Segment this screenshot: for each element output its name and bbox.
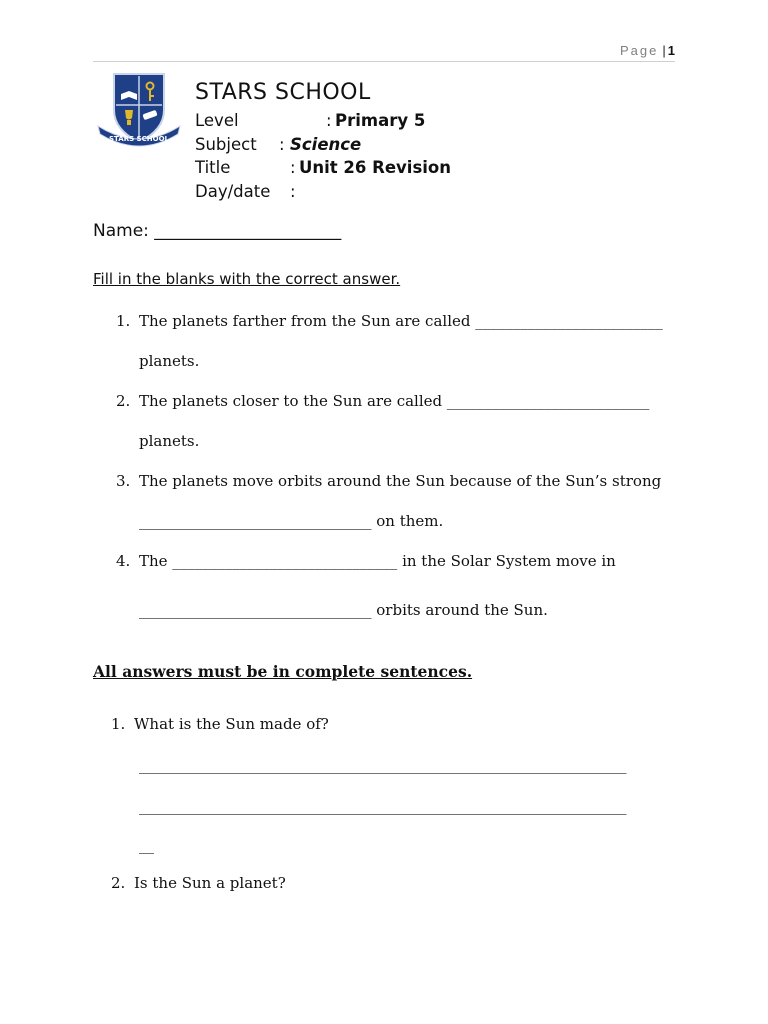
question-2-text: The planets closer to the Sun are called ___________________________ bbox=[139, 392, 650, 410]
level-value: Primary 5 bbox=[335, 111, 426, 130]
level-row bbox=[195, 111, 426, 130]
date-label: Day/date bbox=[195, 182, 271, 201]
title-value: Unit 26 Revision bbox=[299, 158, 452, 177]
school-crest-icon bbox=[94, 70, 184, 152]
crest-motto: STARS SCHOOL bbox=[109, 135, 169, 143]
subject-colon: : bbox=[279, 135, 285, 154]
question-1-text: The planets farther from the Sun are called _________________________ bbox=[139, 312, 663, 330]
question-1-number: 1. bbox=[116, 312, 131, 330]
answer-line-3: __ bbox=[139, 836, 154, 854]
question-4-text: The ______________________________ in the Solar System move in bbox=[139, 552, 616, 570]
date-row bbox=[195, 182, 296, 201]
fill-blanks-instruction: Fill in the blanks with the correct answer. bbox=[93, 270, 401, 288]
question-1-continuation: planets. bbox=[139, 352, 200, 370]
complete-sentences-heading: All answers must be in complete sentences. bbox=[93, 662, 473, 681]
page-number: 1 bbox=[667, 43, 675, 58]
level-colon: : bbox=[326, 111, 332, 130]
question-3-text: The planets move orbits around the Sun because of the Sun’s strong bbox=[139, 472, 662, 490]
name-line: Name: ______________________ bbox=[93, 221, 342, 241]
open-question-1-number: 1. bbox=[111, 715, 126, 733]
school-name: STARS SCHOOL bbox=[195, 80, 371, 105]
title-label: Title bbox=[195, 158, 231, 177]
open-question-2-text: Is the Sun a planet? bbox=[134, 874, 286, 892]
page-label-text: Page bbox=[620, 43, 659, 58]
open-question-2-number: 2. bbox=[111, 874, 126, 892]
answer-line-1: _________________________________________________________________ bbox=[139, 756, 627, 774]
date-colon: : bbox=[290, 182, 296, 201]
subject-row bbox=[195, 135, 362, 154]
question-4-number: 4. bbox=[116, 552, 131, 570]
header-rule bbox=[93, 61, 675, 62]
title-row bbox=[195, 158, 452, 177]
subject-label: Subject bbox=[195, 135, 257, 154]
question-2-number: 2. bbox=[116, 392, 131, 410]
page-label bbox=[620, 43, 675, 58]
open-question-1-text: What is the Sun made of? bbox=[134, 715, 329, 733]
question-3-continuation: _______________________________ on them. bbox=[139, 512, 444, 530]
question-4-continuation: _______________________________ orbits around the Sun. bbox=[139, 601, 548, 619]
question-3-number: 3. bbox=[116, 472, 131, 490]
title-colon: : bbox=[290, 158, 296, 177]
question-2-continuation: planets. bbox=[139, 432, 200, 450]
level-label: Level bbox=[195, 111, 239, 130]
page-separator: | bbox=[662, 43, 666, 58]
answer-line-2: _________________________________________________________________ bbox=[139, 797, 627, 815]
subject-value: Science bbox=[290, 135, 362, 154]
